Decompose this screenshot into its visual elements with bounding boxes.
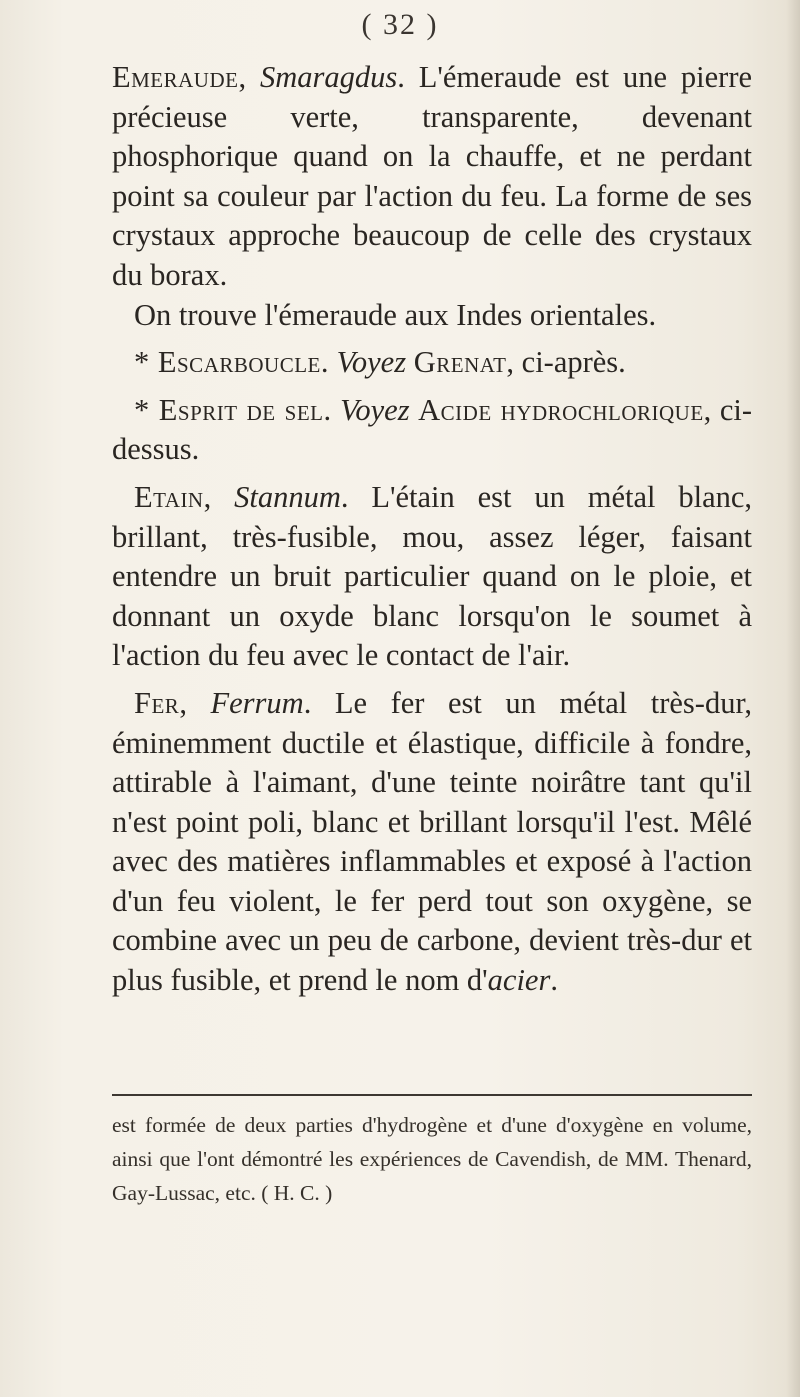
entry-body: L'émeraude est une pierre précieuse verte, transparente, devenant phosphorique quand on la chauffe, et ne perdant point sa couleur par l'action du feu. La forme de ses crystaux approche beaucoup de celle des crystaux du borax. <box>112 60 753 292</box>
cross-reference: Acide hydrochlorique <box>418 392 704 427</box>
entry-head: Etain <box>134 479 204 514</box>
footnote <box>112 1108 752 1210</box>
page-edge-shadow <box>786 0 800 1397</box>
entry-emeraude: Emeraude, Smaragdus. L'émeraude est une pierre précieuse verte, transparente, devenant phosphorique quand on la chauffe, et ne perdant point sa couleur par l'action du feu. La forme de ses crystaux approche beaucoup de celle des crystaux du borax. <box>112 60 753 292</box>
main-text <box>112 58 752 1001</box>
entry-esprit-de-sel <box>112 391 752 470</box>
entry-head: Fer <box>134 685 180 720</box>
footnote-divider <box>112 1094 752 1096</box>
entry-escarboucle <box>112 343 752 383</box>
entry-tail: , ci-dessus. <box>112 392 752 467</box>
see-word: Voyez <box>336 345 407 380</box>
entry-body: L'étain est un métal blanc, brillant, très-fusible, mou, assez léger, faisant entendre un bruit particulier quand on le ploie, et donnant un oxyde blanc lorsqu'on le soumet à l'action du feu avec le contact de l'air. <box>112 479 753 673</box>
cross-reference: Grenat <box>413 345 507 380</box>
entry-fer: Fer, Ferrum. Le fer est un métal très-dur, éminemment ductile et élastique, difficile à fondre, attirable à l'aimant, d'une teinte noirâtre tant qu'il n'est point poli, blanc et brillant lorsqu'il l'est. Mêlé avec des matières inflammables et exposé à l'action d'un feu violent, le fer perd tout son oxygène, se combine avec un peu de carbone, devient très-dur et plus fusible, et prend le nom d'acier. <box>112 685 753 998</box>
entry-continuation <box>112 296 752 336</box>
entry-end: . <box>550 963 558 998</box>
entry-latin: Stannum <box>234 479 341 514</box>
entry-tail: , ci-après. <box>506 345 626 380</box>
entry-head: Emeraude <box>112 60 239 94</box>
see-word: Voyez <box>340 392 410 427</box>
footnote-text: est formée de deux parties d'hydrogène et d'une d'oxygène en volume, ainsi que l'ont démontré les expériences de Cavendish, de MM. Thenard, Gay-Lussac, etc. ( H. C. ) <box>112 1113 752 1205</box>
entry-head: * Escarboucle. <box>134 345 329 380</box>
entry-body: Le fer est un métal très-dur, éminemment ductile et élastique, difficile à fondre, attirable à l'aimant, d'une teinte noirâtre tant qu'il n'est point poli, blanc et brillant lorsqu'il l'est. Mêlé avec des matières inflammables et exposé à l'action d'un feu violent, le fer perd tout son oxygène, se combine avec un peu de carbone, devient très-dur et plus fusible, et prend le nom d' <box>112 685 753 998</box>
entry-head: * Esprit de sel. <box>134 392 332 427</box>
page-number: ( 32 ) <box>361 8 439 41</box>
entry-etain: Etain, Stannum. L'étain est un métal blanc, brillant, très-fusible, mou, assez léger, faisant entendre un bruit particulier quand on le ploie, et donnant un oxyde blanc lorsqu'on le soumet à l'action du feu avec le contact de l'air. <box>112 479 753 673</box>
entry-latin: Smaragdus <box>259 60 398 94</box>
entry-latin: Ferrum <box>210 685 304 720</box>
continuation-text: On trouve l'émeraude aux Indes orientales. <box>134 297 657 332</box>
entry-emphasis: acier <box>487 963 551 998</box>
